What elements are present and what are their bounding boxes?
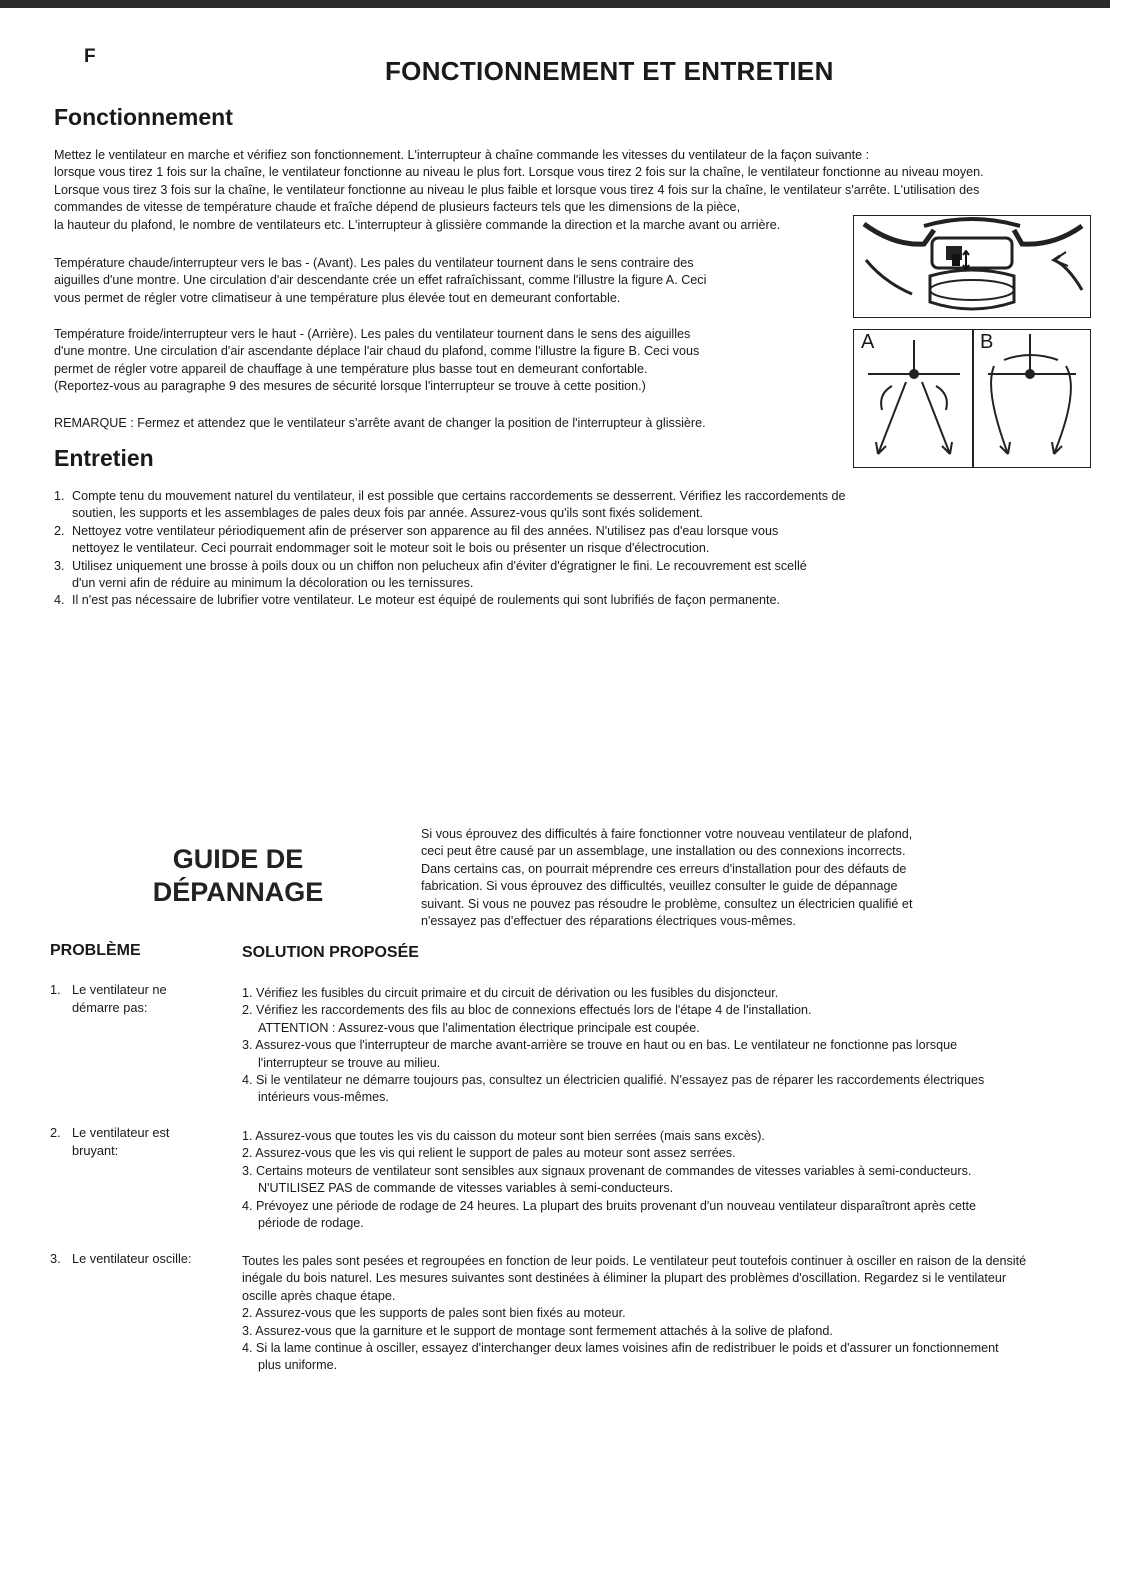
list-item <box>54 523 894 558</box>
language-marker: F <box>84 46 96 67</box>
text-line: la hauteur du plafond, le nombre de ventilateurs etc. L'interrupteur à glissière commande la direction et la marche avant ou arrière. <box>54 217 781 232</box>
troubleshooting-title <box>148 843 328 909</box>
text-line: bruyant: <box>72 1142 119 1158</box>
maintenance-list <box>54 488 894 610</box>
text-line: Température froide/interrupteur vers le haut - (Arrière). Les pales du ventilateur tournent dans le sens des aiguilles <box>54 327 691 341</box>
list-number: 2. <box>54 523 65 538</box>
text-line: fabrication. Si vous éprouvez des difficultés, veuillez consulter le guide de dépannage <box>421 879 898 894</box>
text-line: démarre pas: <box>72 999 148 1015</box>
troubleshooting-intro <box>421 826 981 930</box>
text-line: lorsque vous tirez 1 fois sur la chaîne, le ventilateur fonctionne au niveau le plus fort. Lorsque vous tirez 2 fois sur la chaîne, le ventilateur fonctionne au niveau moyen. <box>54 165 984 180</box>
list-item <box>54 592 894 609</box>
text-line: ceci peut être causé par un assemblage, une installation ou des connexions incorrects. <box>421 844 906 859</box>
text-line: nettoyez le ventilateur. Ceci pourrait endommager soit le moteur soit le bois ou présenter un risque d'électrocution. <box>72 541 710 556</box>
text-line: soutien, les supports et les assemblages de pales deux fois par année. Assurez-vous qu'ils sont fixés solidement. <box>72 506 704 521</box>
column-header-solution: SOLUTION PROPOSÉE <box>242 944 419 961</box>
cold-mode-paragraph <box>54 326 834 396</box>
text-line: d'un verni afin de réduire au minimum la décoloration ou les ternissures. <box>72 576 474 591</box>
solution-item: 2. Vérifiez les raccordements des fils au bloc de connexions effectués lors de l'étape 4 de l'installation. ATTENTION : Assurez-vous que l'alimentation électrique principale est coupée. <box>242 1003 812 1035</box>
fan-switch-figure <box>853 215 1091 318</box>
problem-number: 2. <box>50 1125 61 1140</box>
problem-label <box>72 1250 232 1268</box>
text-line: Dans certains cas, on pourrait méprendre ces erreurs d'installation pour des défauts de <box>421 861 907 876</box>
solution-item: 4. Si la lame continue à osciller, essayez d'interchanger deux lames voisines afin de redistribuer le poids et d'assurer un fonctionnement plus uniforme. <box>242 1341 999 1373</box>
problem-number: 1. <box>50 982 61 997</box>
text-line: permet de régler votre appareil de chauffage à une température plus basse tout en demeurant confortable. <box>54 361 648 376</box>
text-line: d'une montre. Une circulation d'air ascendante déplace l'air chaud du plafond, comme l'illustre la figure B. Ceci vous <box>54 344 700 359</box>
page-title: FONCTIONNEMENT ET ENTRETIEN <box>385 56 834 86</box>
solution-item: 4. Si le ventilateur ne démarre toujours pas, consultez un électricien qualifié. N'essayez pas de réparer les raccordements électriques intérieurs vous-mêmes. <box>242 1073 985 1105</box>
text-line: Le ventilateur est <box>72 1125 170 1140</box>
text-line: oscille après chaque étape. <box>242 1288 396 1303</box>
solution-list <box>242 1253 1102 1375</box>
remarque-note: REMARQUE : Fermez et attendez que le ventilateur s'arrête avant de changer la position de l'interrupteur à glissière. <box>54 416 706 430</box>
airflow-diagram <box>854 330 1090 467</box>
text-line: inégale du bois naturel. Les mesures suivantes sont destinées à éliminer la plupart des problèmes d'oscillation. Regardez si le ventilateur <box>242 1271 1007 1286</box>
text-line: vous permet de régler votre climatiseur à une température plus élevée tout en demeurant confortable. <box>54 290 621 305</box>
solution-item: 1. Vérifiez les fusibles du circuit primaire et du circuit de dérivation ou les fusibles du disjoncteur. <box>242 986 779 1000</box>
text-line: Compte tenu du mouvement naturel du ventilateur, il est possible que certains raccordements se desserrent. Vérifiez les raccordements de <box>72 489 846 503</box>
list-number: 1. <box>54 489 65 503</box>
problem-label <box>72 981 222 1016</box>
airflow-figure <box>853 329 1091 468</box>
text-line: aiguilles d'une montre. Une circulation d'air descendante crée un effet rafraîchissant, comme l'illustre la figure A. Ceci <box>54 273 707 288</box>
text-line: Nettoyez votre ventilateur périodiquement afin de préserver son apparence au fil des années. N'utilisez pas d'eau lorsque vous <box>72 523 779 538</box>
text-line: Utilisez uniquement une brosse à poils doux ou un chiffon non pelucheux afin d'éviter d'égratigner le fini. Le recouvrement est scellé <box>72 558 807 573</box>
title-line: DÉPANNAGE <box>152 877 324 907</box>
text-line: Mettez le ventilateur en marche et vérifiez son fonctionnement. L'interrupteur à chaîne commande les vitesses du ventilateur de la façon suivante : <box>54 148 870 162</box>
column-header-problem: PROBLÈME <box>50 942 141 959</box>
text-line: Toutes les pales sont pesées et regroupées en fonction de leur poids. Le ventilateur peut toutefois continuer à osciller en raison de la densité <box>242 1254 1027 1268</box>
solution-item: 4. Prévoyez une période de rodage de 24 heures. La plupart des bruits provenant d'un nouveau ventilateur disparaîtront après cette période de rodage. <box>242 1198 977 1231</box>
solution-item: 2. Assurez-vous que les supports de pales sont bien fixés au moteur. <box>242 1306 626 1321</box>
warm-mode-paragraph <box>54 255 834 307</box>
figure-label-b: B <box>980 331 994 353</box>
figure-label-a: A <box>861 331 875 353</box>
problem-label <box>72 1124 222 1159</box>
solution-item: 3. Certains moteurs de ventilateur sont sensibles aux signaux provenant de commandes de vitesses variables à semi-conducteurs. N'UTILISEZ PAS de commande de vitesses variables à semi-conducteurs. <box>242 1163 972 1196</box>
text-line: n'essayez pas d'effectuer des réparations électriques vous-mêmes. <box>421 914 796 929</box>
scan-top-border <box>0 0 1110 8</box>
title-line: GUIDE DE <box>172 844 304 874</box>
solution-item: 1. Assurez-vous que toutes les vis du caisson du moteur sont bien serrées (mais sans excès). <box>242 1129 765 1143</box>
text-line: Le ventilateur oscille: <box>72 1251 192 1266</box>
solution-list <box>242 985 1092 1107</box>
solution-list <box>242 1128 1092 1232</box>
list-item <box>54 488 894 523</box>
switch-arrows-icon <box>950 250 980 272</box>
section-heading-entretien: Entretien <box>54 445 154 471</box>
solution-item: 3. Assurez-vous que l'interrupteur de marche avant-arrière se trouve en haut ou en bas. Le ventilateur ne fonctionne pas lorsque l'interrupteur se trouve au milieu. <box>242 1038 958 1070</box>
text-line: suivant. Si vous ne pouvez pas résoudre le problème, consultez un électricien qualifié et <box>421 896 913 911</box>
text-line: Le ventilateur ne <box>72 982 167 997</box>
text-line: Si vous éprouvez des difficultés à faire fonctionner votre nouveau ventilateur de plafond, <box>421 827 913 841</box>
section-heading-fonctionnement: Fonctionnement <box>54 104 233 130</box>
text-line: Il n'est pas nécessaire de lubrifier votre ventilateur. Le moteur est équipé de roulements qui sont lubrifiés de façon permanente. <box>72 593 781 608</box>
text-line: commandes de vitesse de température chaude et fraîche dépend de plusieurs facteurs tels que les dimensions de la pièce, <box>54 200 741 215</box>
list-number: 3. <box>54 558 65 573</box>
text-line: Lorsque vous tirez 3 fois sur la chaîne, le ventilateur fonctionne au niveau le plus faible et lorsque vous tirez 4 fois sur la chaîne, le ventilateur s'arrête. L'utilisation des <box>54 182 980 197</box>
list-item <box>54 558 894 593</box>
problem-number: 3. <box>50 1251 61 1266</box>
text-line: (Reportez-vous au paragraphe 9 des mesures de sécurité lorsque l'interrupteur se trouve à cette position.) <box>54 379 646 394</box>
solution-item: 2. Assurez-vous que les vis qui relient le support de pales au moteur sont assez serrées. <box>242 1146 736 1161</box>
text-line: Température chaude/interrupteur vers le bas - (Avant). Les pales du ventilateur tournent dans le sens contraire des <box>54 256 694 270</box>
list-number: 4. <box>54 593 65 608</box>
solution-item: 3. Assurez-vous que la garniture et le support de montage sont fermement attachés à la solive de plafond. <box>242 1323 833 1338</box>
